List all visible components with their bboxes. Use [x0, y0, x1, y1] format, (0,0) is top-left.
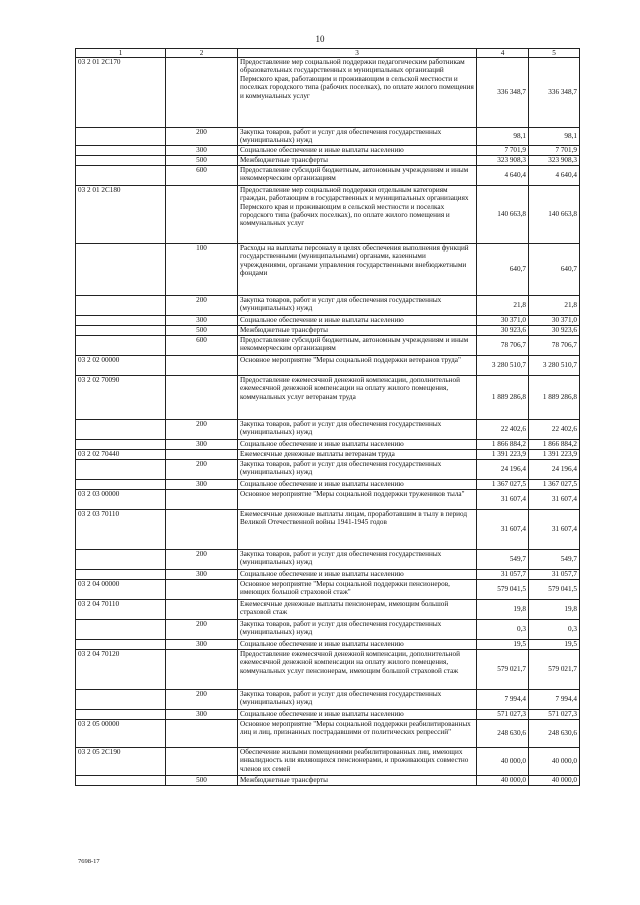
amount-cell: 21,8	[477, 295, 529, 315]
amount-cell: 336 348,7	[529, 58, 580, 128]
amount-cell: 22 402,6	[529, 419, 580, 439]
expense-code-cell	[76, 315, 166, 325]
amount-cell: 7 994,4	[529, 689, 580, 709]
expense-type-cell: 200	[166, 689, 238, 709]
amount-cell: 22 402,6	[477, 419, 529, 439]
amount-cell: 248 630,6	[477, 719, 529, 747]
description-cell: Закупка товаров, работ и услуг для обеспечения государственных (муниципальных) нужд	[238, 689, 477, 709]
description-cell: Социальное обеспечение и иные выплаты населению	[238, 639, 477, 649]
expense-type-cell: 300	[166, 569, 238, 579]
amount-cell: 1 889 286,8	[477, 375, 529, 419]
amount-cell: 31 607,4	[529, 489, 580, 509]
table-row	[76, 689, 580, 709]
amount-cell: 21,8	[529, 295, 580, 315]
expense-code-cell	[76, 243, 166, 295]
description-cell: Социальное обеспечение и иные выплаты населению	[238, 709, 477, 719]
amount-cell: 31 607,4	[529, 509, 580, 549]
expense-type-cell	[166, 719, 238, 747]
description-cell: Межбюджетные трансферты	[238, 775, 477, 785]
expense-code-cell	[76, 335, 166, 355]
expense-code-cell	[76, 619, 166, 639]
amount-cell: 1 866 884,2	[529, 439, 580, 449]
header-row	[76, 49, 580, 58]
expense-type-cell: 500	[166, 155, 238, 165]
expense-code-cell: 03 2 03 00000	[76, 489, 166, 509]
amount-cell: 98,1	[529, 128, 580, 146]
amount-cell: 323 908,3	[529, 155, 580, 165]
amount-cell: 30 923,6	[529, 325, 580, 335]
expense-code-cell	[76, 439, 166, 449]
table-row	[76, 58, 580, 128]
amount-cell: 78 706,7	[529, 335, 580, 355]
amount-cell: 571 027,3	[477, 709, 529, 719]
expense-type-cell	[166, 375, 238, 419]
amount-cell: 140 663,8	[529, 185, 580, 243]
amount-cell: 1 367 027,5	[477, 479, 529, 489]
expense-code-cell	[76, 145, 166, 155]
expense-type-cell: 300	[166, 479, 238, 489]
amount-cell: 549,7	[477, 549, 529, 569]
table-row	[76, 375, 580, 419]
expense-code-cell	[76, 689, 166, 709]
amount-cell: 30 371,0	[529, 315, 580, 325]
amount-cell: 40 000,0	[529, 775, 580, 785]
description-cell: Основное мероприятие "Меры социальной поддержки реабилитированных лиц и лиц, признанных пострадавшими от политических репрессий"	[238, 719, 477, 747]
description-cell: Закупка товаров, работ и услуг для обеспечения государственных (муниципальных) нужд	[238, 459, 477, 479]
header-cell: 2	[166, 49, 238, 58]
expense-code-cell: 03 2 02 70090	[76, 375, 166, 419]
expense-type-cell: 600	[166, 335, 238, 355]
amount-cell: 4 640,4	[477, 165, 529, 185]
amount-cell: 140 663,8	[477, 185, 529, 243]
expense-type-cell: 500	[166, 775, 238, 785]
header-cell: 3	[238, 49, 477, 58]
table-row	[76, 579, 580, 599]
table-row	[76, 747, 580, 775]
amount-cell: 336 348,7	[477, 58, 529, 128]
amount-cell: 640,7	[529, 243, 580, 295]
expense-type-cell: 200	[166, 419, 238, 439]
amount-cell: 1 391 223,9	[529, 449, 580, 459]
description-cell: Обеспечение жилыми помещениями реабилитированных лиц, имеющих инвалидность или являющихся пенсионерами, и проживающих совместно членов их семей	[238, 747, 477, 775]
description-cell: Социальное обеспечение и иные выплаты населению	[238, 315, 477, 325]
amount-cell: 24 196,4	[529, 459, 580, 479]
amount-cell: 248 630,6	[529, 719, 580, 747]
amount-cell: 579 041,5	[529, 579, 580, 599]
table-row	[76, 165, 580, 185]
header-cell: 5	[529, 49, 580, 58]
table-row	[76, 719, 580, 747]
expense-code-cell	[76, 295, 166, 315]
table-row	[76, 649, 580, 689]
table-row	[76, 145, 580, 155]
amount-cell: 640,7	[477, 243, 529, 295]
amount-cell: 31 607,4	[477, 509, 529, 549]
table-row	[76, 489, 580, 509]
expense-code-cell	[76, 325, 166, 335]
expense-code-cell: 03 2 04 70120	[76, 649, 166, 689]
description-cell: Межбюджетные трансферты	[238, 325, 477, 335]
table-row	[76, 775, 580, 785]
expense-code-cell	[76, 459, 166, 479]
description-cell: Расходы на выплаты персоналу в целях обеспечения выполнения функций государственными (муниципальными) органами, казенными учреждениями, органами управления государственными внебюджетными фондами	[238, 243, 477, 295]
table-row	[76, 459, 580, 479]
amount-cell: 0,3	[477, 619, 529, 639]
expense-type-cell	[166, 355, 238, 375]
expense-type-cell: 200	[166, 549, 238, 569]
expense-type-cell	[166, 747, 238, 775]
expense-type-cell: 300	[166, 315, 238, 325]
amount-cell: 7 701,9	[477, 145, 529, 155]
expense-code-cell: 03 2 04 00000	[76, 579, 166, 599]
table-row	[76, 419, 580, 439]
expense-code-cell	[76, 549, 166, 569]
expense-type-cell	[166, 579, 238, 599]
expense-code-cell	[76, 709, 166, 719]
description-cell: Основное мероприятие "Меры социальной поддержки ветеранов труда"	[238, 355, 477, 375]
amount-cell: 4 640,4	[529, 165, 580, 185]
amount-cell: 3 280 510,7	[477, 355, 529, 375]
table-row	[76, 335, 580, 355]
amount-cell: 579 021,7	[529, 649, 580, 689]
description-cell: Социальное обеспечение и иные выплаты населению	[238, 439, 477, 449]
description-cell: Предоставление ежемесячной денежной компенсации, дополнительной ежемесячной денежной компенсации на оплату жилого помещения, коммунальных услуг пенсионерам, имеющим большой страховой стаж	[238, 649, 477, 689]
header-cell: 1	[76, 49, 166, 58]
description-cell: Закупка товаров, работ и услуг для обеспечения государственных (муниципальных) нужд	[238, 549, 477, 569]
table-row	[76, 155, 580, 165]
description-cell: Ежемесячные денежные выплаты лицам, проработавшим в тылу в период Великой Отечественной войны 1941-1945 годов	[238, 509, 477, 549]
description-cell: Социальное обеспечение и иные выплаты населению	[238, 145, 477, 155]
expense-code-cell: 03 2 05 00000	[76, 719, 166, 747]
description-cell: Предоставление ежемесячной денежной компенсации, дополнительной ежемесячной денежной компенсации на оплату жилого помещения, коммунальных услуг ветеранам труда	[238, 375, 477, 419]
description-cell: Ежемесячные денежные выплаты пенсионерам, имеющим большой страховой стаж	[238, 599, 477, 619]
expense-type-cell: 500	[166, 325, 238, 335]
expense-type-cell: 300	[166, 639, 238, 649]
header-cell: 4	[477, 49, 529, 58]
expense-code-cell: 03 2 02 00000	[76, 355, 166, 375]
expense-code-cell	[76, 639, 166, 649]
table-row	[76, 325, 580, 335]
document-code: 7698-17	[78, 858, 100, 865]
expense-code-cell	[76, 479, 166, 489]
amount-cell: 1 889 286,8	[529, 375, 580, 419]
amount-cell: 7 701,9	[529, 145, 580, 155]
expense-code-cell	[76, 165, 166, 185]
description-cell: Социальное обеспечение и иные выплаты населению	[238, 569, 477, 579]
expense-type-cell: 100	[166, 243, 238, 295]
amount-cell: 571 027,3	[529, 709, 580, 719]
table-row	[76, 509, 580, 549]
expense-type-cell: 600	[166, 165, 238, 185]
description-cell: Закупка товаров, работ и услуг для обеспечения государственных (муниципальных) нужд	[238, 128, 477, 146]
description-cell: Социальное обеспечение и иные выплаты населению	[238, 479, 477, 489]
amount-cell: 3 280 510,7	[529, 355, 580, 375]
description-cell: Предоставление субсидий бюджетным, автономным учреждениям и иным некоммерческим организациям	[238, 335, 477, 355]
amount-cell: 98,1	[477, 128, 529, 146]
expense-code-cell	[76, 775, 166, 785]
table-row	[76, 355, 580, 375]
table-row	[76, 479, 580, 489]
amount-cell: 40 000,0	[477, 775, 529, 785]
expense-type-cell: 200	[166, 295, 238, 315]
amount-cell: 31 057,7	[477, 569, 529, 579]
expense-code-cell: 03 2 05 2C190	[76, 747, 166, 775]
description-cell: Предоставление субсидий бюджетным, автономным учреждениям и иным некоммерческим организациям	[238, 165, 477, 185]
expense-type-cell	[166, 599, 238, 619]
table-row	[76, 619, 580, 639]
page-number: 10	[315, 34, 325, 44]
expense-code-cell: 03 2 02 70440	[76, 449, 166, 459]
description-cell: Ежемесячные денежные выплаты ветеранам труда	[238, 449, 477, 459]
amount-cell: 323 908,3	[477, 155, 529, 165]
amount-cell: 24 196,4	[477, 459, 529, 479]
amount-cell: 31 057,7	[529, 569, 580, 579]
amount-cell: 7 994,4	[477, 689, 529, 709]
expense-code-cell	[76, 155, 166, 165]
description-cell: Основное мероприятие "Меры социальной поддержки тружеников тыла"	[238, 489, 477, 509]
table-row	[76, 549, 580, 569]
amount-cell: 1 367 027,5	[529, 479, 580, 489]
expense-type-cell	[166, 449, 238, 459]
amount-cell: 19,5	[529, 639, 580, 649]
amount-cell: 579 041,5	[477, 579, 529, 599]
amount-cell: 30 923,6	[477, 325, 529, 335]
table-row	[76, 243, 580, 295]
amount-cell: 19,5	[477, 639, 529, 649]
description-cell: Закупка товаров, работ и услуг для обеспечения государственных (муниципальных) нужд	[238, 619, 477, 639]
expense-type-cell: 300	[166, 709, 238, 719]
description-cell: Основное мероприятие "Меры социальной поддержки пенсионеров, имеющих большой страховой стаж"	[238, 579, 477, 599]
amount-cell: 19,8	[529, 599, 580, 619]
expense-code-cell: 03 2 04 70110	[76, 599, 166, 619]
amount-cell: 579 021,7	[477, 649, 529, 689]
description-cell: Межбюджетные трансферты	[238, 155, 477, 165]
expense-type-cell	[166, 185, 238, 243]
expense-type-cell	[166, 649, 238, 689]
description-cell: Закупка товаров, работ и услуг для обеспечения государственных (муниципальных) нужд	[238, 419, 477, 439]
table-row	[76, 315, 580, 325]
amount-cell: 31 607,4	[477, 489, 529, 509]
expense-type-cell	[166, 509, 238, 549]
table-row	[76, 599, 580, 619]
table-row	[76, 639, 580, 649]
amount-cell: 78 706,7	[477, 335, 529, 355]
expense-type-cell: 200	[166, 619, 238, 639]
expense-type-cell: 300	[166, 439, 238, 449]
expense-type-cell	[166, 489, 238, 509]
table-row	[76, 569, 580, 579]
expense-code-cell: 03 2 01 2C180	[76, 185, 166, 243]
amount-cell: 1 866 884,2	[477, 439, 529, 449]
amount-cell: 1 391 223,9	[477, 449, 529, 459]
description-cell: Закупка товаров, работ и услуг для обеспечения государственных (муниципальных) нужд	[238, 295, 477, 315]
expense-code-cell: 03 2 03 70110	[76, 509, 166, 549]
expense-type-cell	[166, 58, 238, 128]
expense-code-cell	[76, 569, 166, 579]
amount-cell: 0,3	[529, 619, 580, 639]
expense-code-cell	[76, 128, 166, 146]
amount-cell: 549,7	[529, 549, 580, 569]
expense-code-cell: 03 2 01 2C170	[76, 58, 166, 128]
table-row	[76, 128, 580, 146]
table-row	[76, 709, 580, 719]
table-row	[76, 439, 580, 449]
description-cell: Предоставление мер социальной поддержки педагогическим работникам образовательных государственных и муниципальных организаций Пермского края, работающим и проживающим в сельской местности и поселках городского типа (рабочих поселках), по оплате жилого помещения и коммунальных услуг	[238, 58, 477, 128]
amount-cell: 30 371,0	[477, 315, 529, 325]
table-row	[76, 449, 580, 459]
table-row	[76, 295, 580, 315]
expense-code-cell	[76, 419, 166, 439]
amount-cell: 40 000,0	[529, 747, 580, 775]
description-cell: Предоставление мер социальной поддержки отдельным категориям граждан, работающим в государственных и муниципальных организациях Пермского края и проживающим в сельской местности и поселках городского типа (рабочих поселках), по оплате жилого помещения и коммунальных услуг	[238, 185, 477, 243]
expense-type-cell: 300	[166, 145, 238, 155]
amount-cell: 19,8	[477, 599, 529, 619]
expense-type-cell: 200	[166, 459, 238, 479]
budget-table	[75, 48, 580, 786]
expense-type-cell: 200	[166, 128, 238, 146]
amount-cell: 40 000,0	[477, 747, 529, 775]
table-row	[76, 185, 580, 243]
